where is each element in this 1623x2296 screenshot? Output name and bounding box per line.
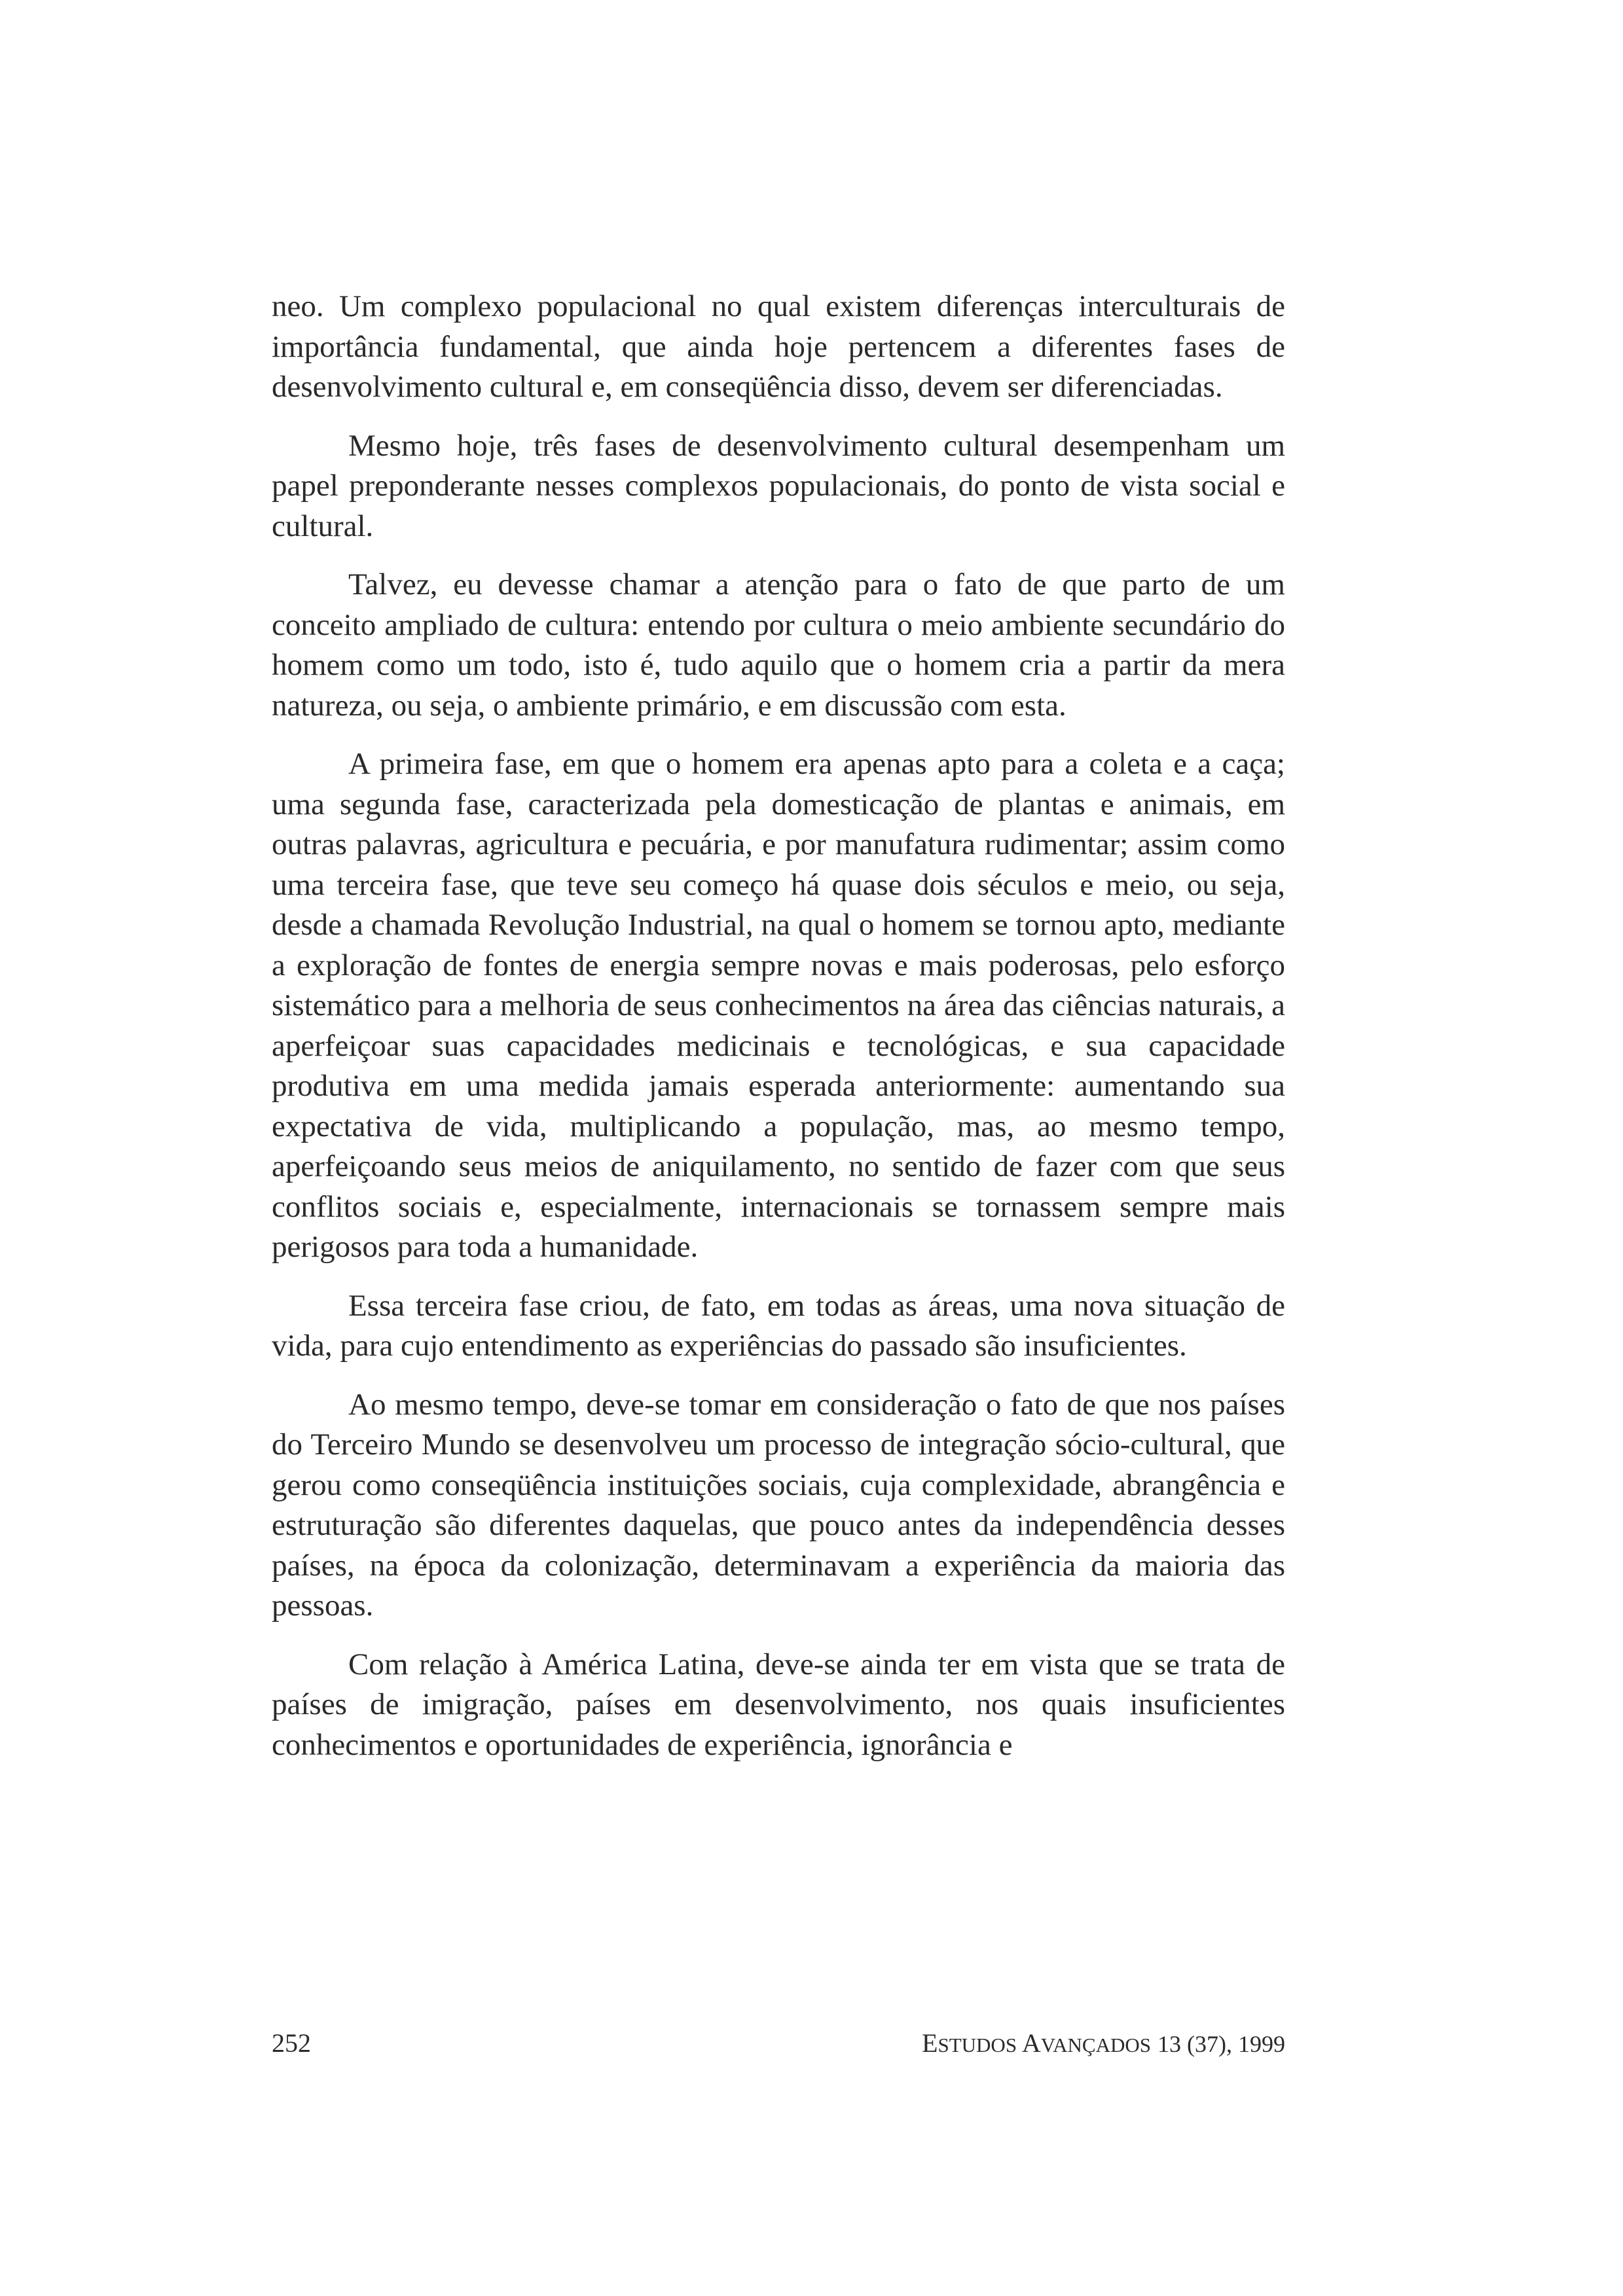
- paragraph: Essa terceira fase criou, de fato, em todas as áreas, uma nova situação de vida, para cujo entendimento as experiências do passado são insuficientes.: [272, 1288, 1285, 1363]
- page-footer: [272, 2028, 1285, 2058]
- journal-word2-initial: A: [1021, 2028, 1041, 2058]
- body-text: [272, 287, 1285, 1784]
- journal-running-head: [922, 2028, 1285, 2058]
- journal-issue: 13 (37), 1999: [1158, 2031, 1285, 2057]
- journal-word1-rest: STUDOS: [938, 2034, 1017, 2056]
- paragraph: Mesmo hoje, três fases de desenvolvimento cultural desempenham um papel preponderante nesses complexos populacionais, do ponto de vista social e cultural.: [272, 428, 1285, 543]
- paragraph: Talvez, eu devesse chamar a atenção para o fato de que parto de um conceito ampliado de cultura: entendo por cultura o meio ambiente secundário do homem como um todo, isto é, tudo aquilo que o homem cria a partir da mera natureza, ou seja, o ambiente primário, e em discussão com esta.: [272, 567, 1285, 723]
- journal-word2-rest: VANÇADOS: [1040, 2034, 1152, 2056]
- page-number: 252: [272, 2028, 311, 2058]
- paragraph: Ao mesmo tempo, deve-se tomar em consideração o fato de que nos países do Terceiro Mundo se desenvolveu um processo de integração sócio-cultural, que gerou como conseqüência instituições sociais, cuja complexidade, abrangência e estruturação são diferentes daquelas, que pouco antes da independência desses países, na época da colonização, determinavam a experiência da maioria das pessoas.: [272, 1387, 1285, 1623]
- paragraph: A primeira fase, em que o homem era apenas apto para a coleta e a caça; uma segunda fase, caracterizada pela domesticação de plantas e animais, em outras palavras, agricultura e pecuária, e por manufatura rudimentar; assim como uma terceira fase, que teve seu começo há quase dois séculos e meio, ou seja, desde a chamada Revolução Industrial, na qual o homem se tornou apto, mediante a exploração de fontes de energia sempre novas e mais poderosas, pelo esforço sistemático para a melhoria de seus conhecimentos na área das ciências naturais, a aperfeiçoar suas capacidades medicinais e tecnológicas, e sua capacidade produtiva em uma medida jamais esperada anteriormente: aumentando sua expectativa de vida, multiplicando a população, mas, ao mesmo tempo, aperfeiçoando seus meios de aniquilamento, no sentido de fazer com que seus conflitos sociais e, especialmente, internacionais se tornassem sempre mais perigosos para toda a humanidade.: [272, 747, 1285, 1264]
- paragraph: Com relação à América Latina, deve-se ainda ter em vista que se trata de países de imigração, países em desenvolvimento, nos quais insuficientes conhecimentos e oportunidades de experiência, ignorância e: [272, 1647, 1285, 1762]
- paragraph-continuation: neo. Um complexo populacional no qual existem diferenças interculturais de importância fundamental, que ainda hoje pertencem a diferentes fases de desenvolvimento cultural e, em conseqüência disso, devem ser diferenciadas.: [272, 289, 1285, 404]
- journal-word1-initial: E: [922, 2028, 938, 2058]
